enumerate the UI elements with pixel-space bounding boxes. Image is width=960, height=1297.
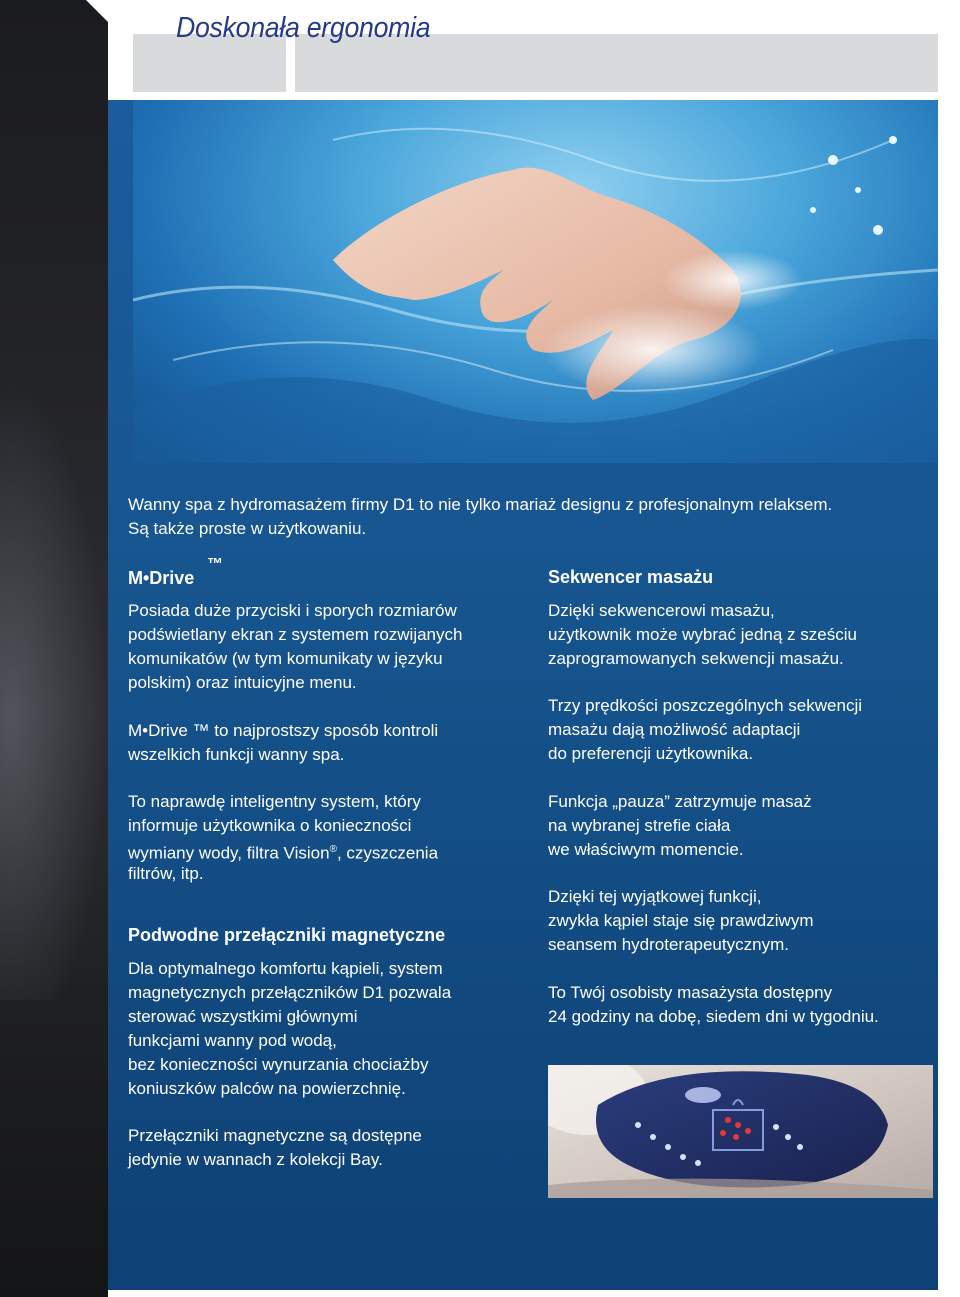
mdrive-p1-line: komunikatów (w tym komunikaty w języku (128, 649, 443, 668)
sequencer-p1-line: Dzięki sekwencerowi masażu, (548, 601, 775, 620)
sequencer-p1-line: zaprogramowanych sekwencji masażu. (548, 649, 844, 668)
magnet-p1-line: funkcjami wanny pod wodą, (128, 1031, 337, 1050)
hand-in-water-photo (133, 100, 938, 463)
magnet-p1-line: sterować wszystkimi głównymi (128, 1007, 358, 1026)
mdrive-p3-line: filtrów, itp. (128, 864, 204, 883)
registered-mark: ® (329, 844, 337, 855)
sequencer-p5-line: To Twój osobisty masażysta dostępny (548, 983, 833, 1002)
magnet-p1-line: magnetycznych przełączników D1 pozwala (128, 983, 452, 1002)
sequencer-p2-line: do preferencji użytkownika. (548, 744, 754, 763)
dark-tub-edge-photo (0, 0, 108, 1297)
mdrive-p3-line: informuje użytkownika o konieczności (128, 816, 412, 835)
sequencer-p3-line: we właściwym momencie. (548, 840, 744, 859)
mdrive-p3-line: To naprawdę inteligentny system, który (128, 792, 421, 811)
sequencer-p3-line: na wybranej strefie ciała (548, 816, 731, 835)
magnet-p1-line: bez konieczności wynurzania chociażby (128, 1055, 429, 1074)
sequencer-p4-line: Dzięki tej wyjątkowej funkcji, (548, 887, 762, 906)
magnet-p2-line: Przełączniki magnetyczne są dostępne (128, 1126, 422, 1145)
mdrive-p1-line: podświetlany ekran z systemem rozwijanych (128, 625, 463, 644)
sequencer-p4-line: seansem hydroterapeutycznym. (548, 935, 789, 954)
mdrive-p1-line: polskim) oraz intuicyjne menu. (128, 673, 357, 692)
sequencer-p2-line: Trzy prędkości poszczególnych sekwencji (548, 696, 862, 715)
sequencer-p2-line: masażu dają możliwość adaptacji (548, 720, 801, 739)
magnet-p1-line: koniuszków palców na powierzchnię. (128, 1079, 406, 1098)
sequencer-p1-line: użytkownik może wybrać jedną z sześciu (548, 625, 857, 644)
corner-fold (86, 0, 130, 22)
mdrive-tm-mark: ™ (207, 556, 223, 573)
sequencer-p4-line: zwykła kąpiel staje się prawdziwym (548, 911, 814, 930)
sequencer-heading: Sekwencer masażu (548, 567, 714, 587)
page-title: Doskonała ergonomia (176, 12, 431, 44)
magnet-p2-line: jedynie w wannach z kolekcji Bay. (128, 1150, 383, 1169)
mdrive-p3-text: wymiany wody, filtra Vision (128, 843, 330, 863)
magnet-p1-line: Dla optymalnego komfortu kąpieli, system (128, 959, 443, 978)
mdrive-p1-line: Posiada duże przyciski i sporych rozmiarów (128, 601, 457, 620)
sequencer-p3-line: Funkcja „pauza” zatrzymuje masaż (548, 792, 812, 811)
mdrive-p2-line: wszelkich funkcji wanny spa. (128, 745, 345, 764)
mdrive-p3-text: , czyszczenia (336, 843, 439, 863)
magnet-heading: Podwodne przełączniki magnetyczne (128, 925, 446, 945)
spa-control-panel-photo (548, 1065, 933, 1198)
sequencer-p5-line: 24 godziny na dobę, siedem dni w tygodniu. (548, 1007, 879, 1026)
mdrive-heading: M•Drive (128, 568, 195, 588)
intro-line-1: Wanny spa z hydromasażem firmy D1 to nie tylko mariaż designu z profesjonalnym relaksem. (128, 495, 833, 514)
mdrive-p2-line: M•Drive ™ to najprostszy sposób kontroli (128, 721, 439, 740)
intro-line-2: Są także proste w użytkowaniu. (128, 519, 367, 538)
